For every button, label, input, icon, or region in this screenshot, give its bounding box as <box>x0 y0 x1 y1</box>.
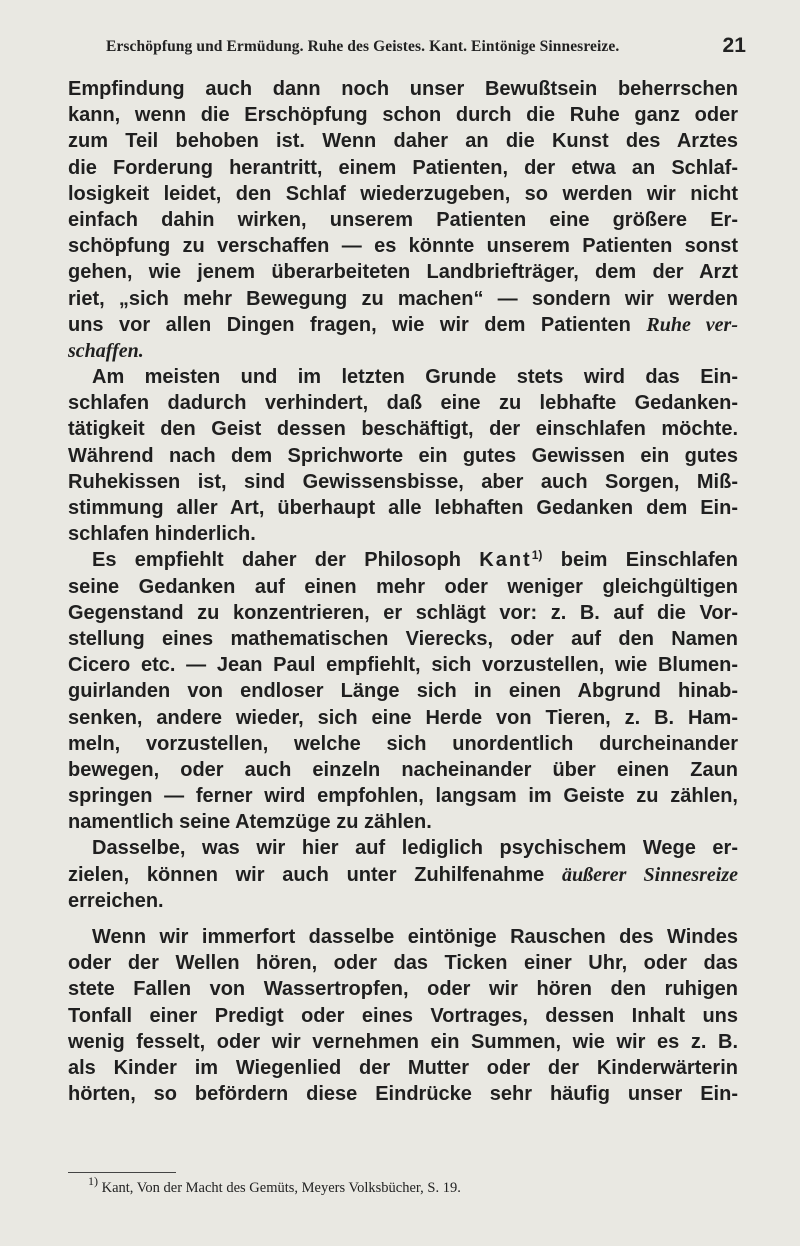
footnote-text: Kant, Von der Macht des Gemüts, Meyers Volksbücher, S. 19. <box>101 1180 461 1196</box>
paragraph-start-line: Dasselbe, was wir hier auf lediglich psychischem Wege er- <box>92 837 738 860</box>
text-line: kann, wenn die Erschöpfung schon durch die Ruhe ganz oder <box>68 104 738 127</box>
text-line: losigkeit leidet, den Schlaf wiederzugeben, so werden wir nicht <box>68 182 738 205</box>
text-line: guirlanden von endloser Länge sich in einen Abgrund hinab- <box>68 680 738 703</box>
text-line: meln, vorzustellen, welche sich unordentlich durcheinander <box>68 732 738 755</box>
text-line: schöpfung zu verschaffen — es könnte unserem Patienten sonst <box>68 235 738 258</box>
text-line: hörten, so befördern diese Eindrücke sehr häufig unser Ein- <box>68 1083 738 1106</box>
text-line: Gegenstand zu konzentrieren, er schlägt vor: z. B. auf die Vor- <box>68 601 738 624</box>
running-head <box>106 36 746 58</box>
text-line: stimmung aller Art, überhaupt alle lebhaften Gedanken dem Ein- <box>68 497 738 519</box>
text-span: beim Einschlafen <box>560 549 738 572</box>
text-line: namentlich seine Atemzüge zu zählen. <box>68 811 432 834</box>
text-line: Empfindung auch dann noch unser Bewußtsein beherrschen <box>68 78 738 100</box>
spaced-name-kant: Kant <box>479 549 532 572</box>
paragraph-start-line: Wenn wir immerfort dasselbe eintönige Rauschen des Windes <box>92 926 738 948</box>
text-line: tätigkeit den Geist dessen beschäftigt, der einschlafen möchte. <box>68 418 738 441</box>
text-line: senken, andere wieder, sich eine Herde von Tieren, z. B. Ham- <box>68 706 738 729</box>
text-line: seine Gedanken auf einen mehr oder weniger gleichgültigen <box>68 575 738 598</box>
text-line: Ruhekissen ist, sind Gewissensbisse, aber auch Sorgen, Miß- <box>68 470 738 493</box>
text-line: wenig fesselt, oder wir vernehmen ein Summen, wie wir es z. B. <box>68 1030 738 1053</box>
text-line: stete Fallen von Wassertropfen, oder wir hören den ruhigen <box>68 978 738 1001</box>
text-line: gehen, wie jenem überarbeiteten Landbriefträger, dem der Arzt <box>68 261 738 284</box>
page-number: 21 <box>722 34 746 57</box>
text-line: stellung eines mathematischen Vierecks, oder auf den Namen <box>68 627 738 650</box>
footnote-divider <box>68 1172 176 1173</box>
text-span: zielen, können wir auch unter Zuhilfenahme <box>68 863 545 886</box>
text-line: die Forderung herantritt, einem Patienten, der etwa an Schlaf- <box>68 156 738 179</box>
paragraph-start-line <box>68 547 738 573</box>
text-line <box>68 338 738 364</box>
text-line: Tonfall einer Predigt oder eines Vortrages, dessen Inhalt uns <box>68 1004 738 1027</box>
text-line: bewegen, oder auch einzeln nacheinander über einen Zaun <box>68 758 738 781</box>
text-line: riet, „sich mehr Bewegung zu machen“ — sondern wir werden <box>68 287 738 310</box>
text-line: als Kinder im Wiegenlied der Mutter oder der Kinderwärterin <box>68 1056 738 1079</box>
text-line: einfach dahin wirken, unserem Patienten eine größere Er- <box>68 208 738 231</box>
text-line: schlafen dadurch verhindert, daß eine zu lebhafte Gedanken- <box>68 392 738 415</box>
emphasis-ruhe: Ruhe ver- <box>646 313 738 336</box>
text-line: Cicero etc. — Jean Paul empfiehlt, sich vorzustellen, wie Blumen- <box>68 654 738 677</box>
text-line: Während nach dem Sprichworte ein gutes Gewissen ein gutes <box>68 444 738 467</box>
running-head-title: Erschöpfung und Ermüdung. Ruhe des Geistes. Kant. Eintönige Sinnesreize. <box>106 38 620 55</box>
footnote-marker: 1) <box>88 1174 98 1188</box>
emphasis-schaffen: schaffen. <box>68 339 144 362</box>
emphasis-sinnesreize: äußerer Sinnesreize <box>561 863 738 886</box>
text-line: zum Teil behoben ist. Wenn daher an die Kunst des Arztes <box>68 130 738 153</box>
body-text <box>68 76 738 1107</box>
text-line: erreichen. <box>68 889 164 912</box>
text-line <box>68 312 738 338</box>
footnote <box>88 1174 461 1197</box>
paragraph-start-line: Am meisten und im letzten Grunde stets wird das Ein- <box>92 366 738 389</box>
footnote-marker: 1) <box>531 548 543 563</box>
text-line: oder der Wellen hören, oder das Ticken einer Uhr, oder das <box>68 952 738 975</box>
text-line <box>68 862 738 888</box>
text-line: springen — ferner wird empfohlen, langsam im Geiste zu zählen, <box>68 785 738 808</box>
text-span: Es empfiehlt daher der Philosoph <box>92 549 461 572</box>
text-line: schlafen hinderlich. <box>68 523 256 546</box>
text-span: uns vor allen Dingen fragen, wie wir dem Patienten <box>68 313 631 336</box>
